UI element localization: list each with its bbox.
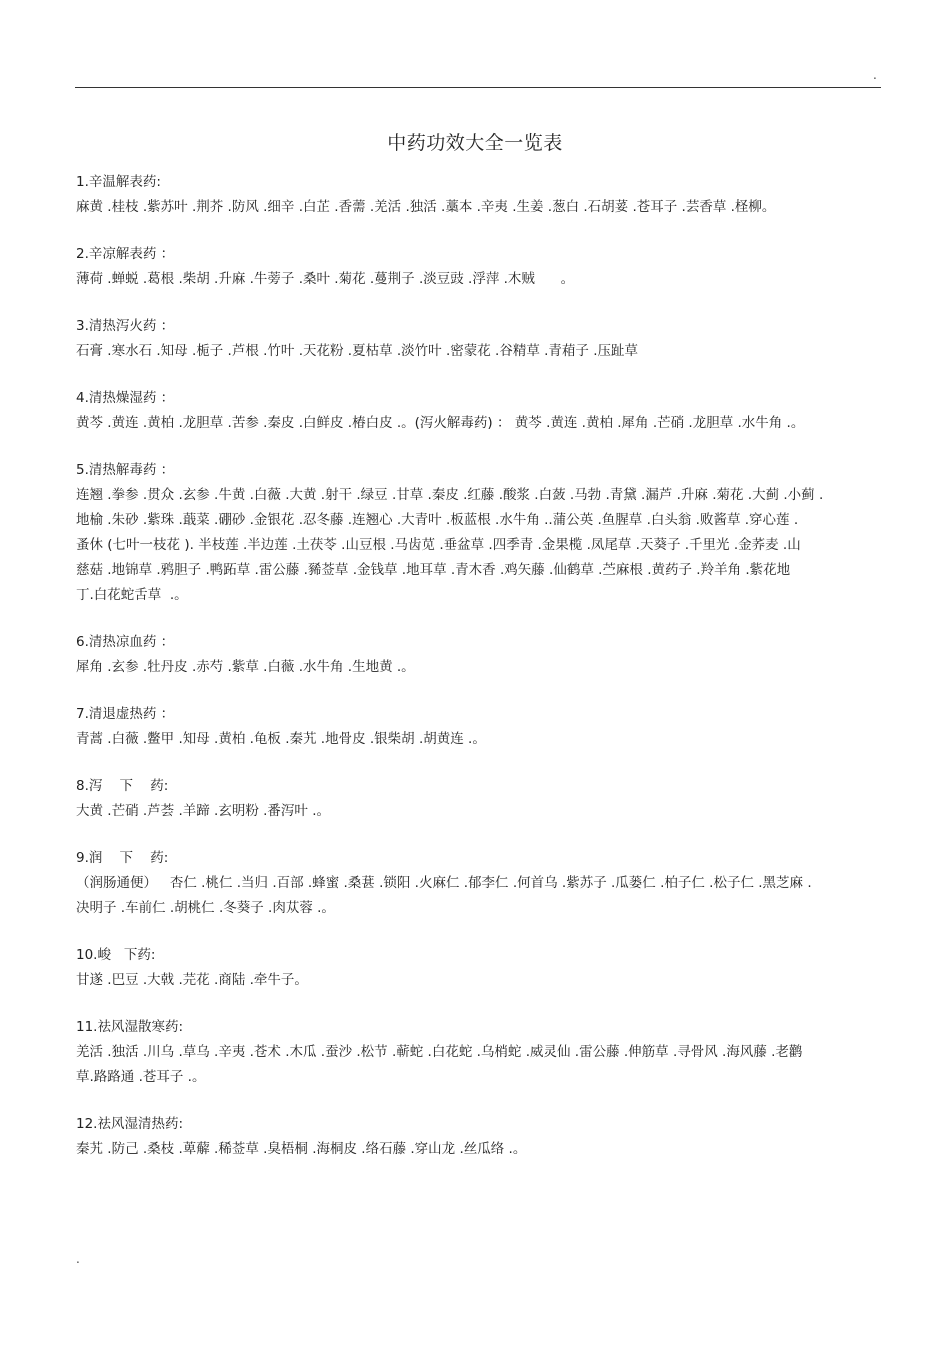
section-body: 秦艽 .防己 .桑枝 .萆薢 .稀莶草 .臭梧桐 .海桐皮 .络石藤 .穿山龙 .丝瓜络 .。 [76, 1141, 527, 1157]
section-heading: 10.峻 下药: [76, 947, 156, 963]
header-rule [75, 87, 881, 88]
section-6 [76, 630, 884, 680]
header-corner-mark: . [873, 68, 877, 82]
page-title: 中药功效大全一览表 [387, 132, 563, 154]
section-10 [76, 943, 884, 993]
section-heading: 1.辛温解表药: [76, 174, 161, 190]
document-body [76, 170, 884, 1184]
section-heading: 12.祛风湿清热药: [76, 1116, 184, 1132]
section-1 [76, 170, 884, 220]
section-7 [76, 702, 884, 752]
section-heading: 9.润 下 药: [76, 850, 169, 866]
section-body: 犀角 .玄参 .牡丹皮 .赤芍 .紫草 .白薇 .水牛角 .生地黄 .。 [76, 659, 415, 675]
section-12 [76, 1112, 884, 1162]
section-8 [76, 774, 884, 824]
section-body: 石膏 .寒水石 .知母 .栀子 .芦根 .竹叶 .天花粉 .夏枯草 .淡竹叶 .密蒙花 .谷精草 .青葙子 .压趾草 [76, 343, 638, 359]
section-heading: 6.清热凉血药 ： [76, 634, 175, 650]
section-heading: 8.泻 下 药: [76, 778, 169, 794]
section-body: 黄芩 .黄连 .黄柏 .龙胆草 .苦参 .秦皮 .白鲜皮 .椿白皮 .。(泻火解毒药) ： 黄芩 .黄连 .黄柏 .犀角 .芒硝 .龙胆草 .水牛角 .。 [76, 415, 805, 431]
section-body: （润肠通便） 杏仁 .桃仁 .当归 .百部 .蜂蜜 .桑葚 .锁阳 .火麻仁 .郁李仁 .何首乌 .紫苏子 .瓜蒌仁 .柏子仁 .松子仁 .黑芝麻 . 决明子 .车前仁 .胡桃仁 .冬葵子 .肉苁蓉 .。 [76, 875, 812, 916]
section-heading: 7.清退虚热药 ： [76, 706, 175, 722]
section-heading: 11.祛风湿散寒药: [76, 1019, 184, 1035]
section-body: 甘遂 .巴豆 .大戟 .芫花 .商陆 .牵牛子。 [76, 972, 308, 988]
section-3 [76, 314, 884, 364]
section-body: 羌活 .独活 .川乌 .草乌 .辛夷 .苍术 .木瓜 .蚕沙 .松节 .蕲蛇 .白花蛇 .乌梢蛇 .威灵仙 .雷公藤 .伸筋草 .寻骨风 .海风藤 .老鹳 草.路路通 .苍耳子 .。 [76, 1044, 803, 1085]
section-body: 大黄 .芒硝 .芦荟 .羊蹄 .玄明粉 .番泻叶 .。 [76, 803, 330, 819]
section-heading: 4.清热燥湿药 ： [76, 390, 175, 406]
section-body: 青蒿 .白薇 .鳖甲 .知母 .黄柏 .龟板 .秦艽 .地骨皮 .银柴胡 .胡黄连 .。 [76, 731, 486, 747]
section-11 [76, 1015, 884, 1090]
section-2 [76, 242, 884, 292]
section-4 [76, 386, 884, 436]
section-body: 薄荷 .蝉蜕 .葛根 .柴胡 .升麻 .牛蒡子 .桑叶 .菊花 .蔓荆子 .淡豆豉 .浮萍 .木贼 。 [76, 271, 575, 287]
section-heading: 3.清热泻火药 ： [76, 318, 175, 334]
section-heading: 5.清热解毒药 ： [76, 462, 175, 478]
section-5 [76, 458, 884, 608]
footer-corner-mark: . [76, 1252, 80, 1266]
section-body: 连翘 .拳参 .贯众 .玄参 .牛黄 .白薇 .大黄 .射干 .绿豆 .甘草 .秦皮 .红藤 .酸浆 .白蔹 .马勃 .青黛 .漏芦 .升麻 .菊花 .大蓟 .小蓟 . 地榆 .朱砂 .紫珠 .蕺菜 .硼砂 .金银花 .忍冬藤 .连翘心 .大青叶 .板蓝根 .水牛角 ..蒲公英 .鱼腥草 .白头翁 .败酱草 .穿心莲 . 蚤休 (七叶一枝花 ). 半枝莲 .半边莲 .土茯苓 .山豆根 .马齿苋 .垂盆草 .四季青 .金果榄 .凤尾草 .天葵子 .千里光 .金荞麦 .山 慈菇 .地锦草 .鸦胆子 .鸭跖草 .雷公藤 .豨莶草 .金钱草 .地耳草 .青木香 .鸡矢藤 .仙鹤草 .苎麻根 .黄药子 .羚羊角 .紫花地 丁.白花蛇舌草 .。 [76, 487, 824, 603]
section-9 [76, 846, 884, 921]
section-heading: 2.辛凉解表药 ： [76, 246, 175, 262]
section-body: 麻黄 .桂枝 .紫苏叶 .荆芥 .防风 .细辛 .白芷 .香薷 .羌活 .独活 .藁本 .辛夷 .生姜 .葱白 .石胡荽 .苍耳子 .芸香草 .柽柳。 [76, 199, 776, 215]
